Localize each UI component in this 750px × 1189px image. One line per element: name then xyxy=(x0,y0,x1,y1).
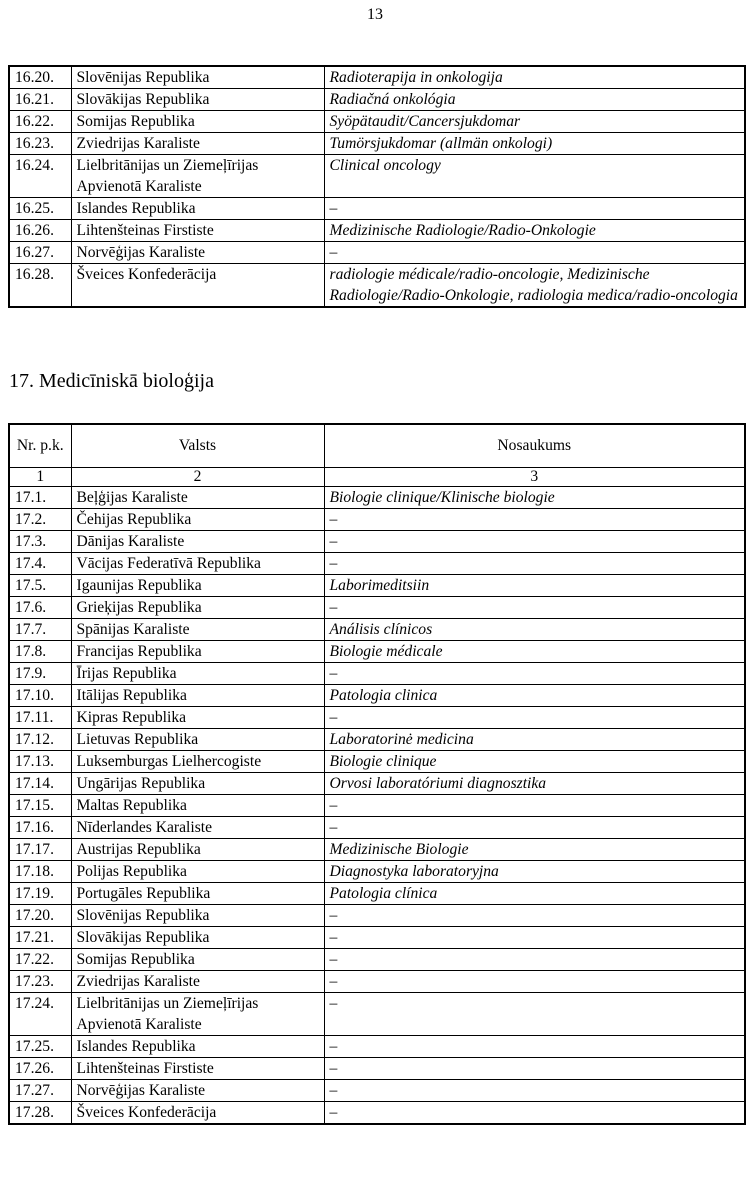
cell-number: 17.6. xyxy=(9,597,71,619)
header-name: Nosaukums xyxy=(324,424,745,468)
cell-country: Maltas Republika xyxy=(71,795,324,817)
cell-country: Slovēnijas Republika xyxy=(71,66,324,89)
cell-number: 17.23. xyxy=(9,971,71,993)
header-row xyxy=(9,424,745,468)
cell-name: Biologie clinique/Klinische biologie xyxy=(324,487,745,509)
cell-country: Slovākijas Republika xyxy=(71,927,324,949)
table-row xyxy=(9,839,745,861)
cell-name: Medizinische Radiologie/Radio-Onkologie xyxy=(324,220,745,242)
table-row xyxy=(9,993,745,1036)
cell-name: Tumörsjukdomar (allmän onkologi) xyxy=(324,133,745,155)
cell-name: – xyxy=(324,949,745,971)
cell-number: 17.2. xyxy=(9,509,71,531)
cell-number: 17.22. xyxy=(9,949,71,971)
cell-number: 17.9. xyxy=(9,663,71,685)
cell-country: Īrijas Republika xyxy=(71,663,324,685)
table-row xyxy=(9,575,745,597)
table-row xyxy=(9,619,745,641)
table-row xyxy=(9,155,745,198)
table-row xyxy=(9,66,745,89)
cell-name: Medizinische Biologie xyxy=(324,839,745,861)
cell-name: – xyxy=(324,242,745,264)
cell-country: Igaunijas Republika xyxy=(71,575,324,597)
cell-country: Luksemburgas Lielhercogiste xyxy=(71,751,324,773)
cell-number: 17.3. xyxy=(9,531,71,553)
cell-name: – xyxy=(324,971,745,993)
table-row xyxy=(9,89,745,111)
cell-name: radiologie médicale/radio-oncologie, Medizinische Radiologie/Radio-Onkologie, radiologia medica/radio-oncologia xyxy=(324,264,745,308)
cell-number: 16.21. xyxy=(9,89,71,111)
cell-name: Biologie médicale xyxy=(324,641,745,663)
cell-number: 17.13. xyxy=(9,751,71,773)
cell-number: 17.10. xyxy=(9,685,71,707)
table-row xyxy=(9,751,745,773)
cell-country: Beļģijas Karaliste xyxy=(71,487,324,509)
cell-number: 17.21. xyxy=(9,927,71,949)
header-nr: Nr. p.k. xyxy=(9,424,71,468)
section-heading: 17. Medicīniskā bioloģija xyxy=(9,370,214,392)
cell-country: Zviedrijas Karaliste xyxy=(71,133,324,155)
cell-country: Nīderlandes Karaliste xyxy=(71,817,324,839)
cell-name: – xyxy=(324,1080,745,1102)
cell-number: 17.12. xyxy=(9,729,71,751)
table-row xyxy=(9,1036,745,1058)
table-row xyxy=(9,663,745,685)
cell-country: Portugāles Republika xyxy=(71,883,324,905)
cell-number: 17.28. xyxy=(9,1102,71,1125)
cell-number: 17.18. xyxy=(9,861,71,883)
table-body xyxy=(9,487,745,1125)
table-row xyxy=(9,264,745,308)
cell-country: Norvēģijas Karaliste xyxy=(71,1080,324,1102)
cell-number: 17.20. xyxy=(9,905,71,927)
cell-number: 16.26. xyxy=(9,220,71,242)
cell-name: – xyxy=(324,1058,745,1080)
cell-country: Ungārijas Republika xyxy=(71,773,324,795)
cell-country: Vācijas Federatīvā Republika xyxy=(71,553,324,575)
table-row xyxy=(9,1102,745,1125)
cell-name: Diagnostyka laboratoryjna xyxy=(324,861,745,883)
header-country: Valsts xyxy=(71,424,324,468)
cell-name: – xyxy=(324,509,745,531)
cell-name: Radiačná onkológia xyxy=(324,89,745,111)
table-row xyxy=(9,509,745,531)
table-row xyxy=(9,242,745,264)
cell-number: 17.19. xyxy=(9,883,71,905)
cell-country: Lihtenšteinas Firstiste xyxy=(71,1058,324,1080)
cell-number: 17.7. xyxy=(9,619,71,641)
cell-number: 17.1. xyxy=(9,487,71,509)
cell-number: 17.16. xyxy=(9,817,71,839)
table-row xyxy=(9,487,745,509)
cell-country: Spānijas Karaliste xyxy=(71,619,324,641)
column-number: 1 xyxy=(9,468,71,487)
column-number: 3 xyxy=(324,468,745,487)
cell-number: 17.26. xyxy=(9,1058,71,1080)
table-row xyxy=(9,773,745,795)
cell-name: – xyxy=(324,597,745,619)
cell-name: – xyxy=(324,531,745,553)
cell-country: Lihtenšteinas Firstiste xyxy=(71,220,324,242)
cell-name: Análisis clínicos xyxy=(324,619,745,641)
cell-name: Patologia clinica xyxy=(324,685,745,707)
table-row xyxy=(9,927,745,949)
table-row xyxy=(9,1058,745,1080)
cell-number: 16.27. xyxy=(9,242,71,264)
table-row xyxy=(9,905,745,927)
cell-country: Slovākijas Republika xyxy=(71,89,324,111)
cell-name: – xyxy=(324,817,745,839)
table-row xyxy=(9,883,745,905)
cell-country: Šveices Konfederācija xyxy=(71,264,324,308)
page-number: 13 xyxy=(367,6,383,23)
cell-number: 17.11. xyxy=(9,707,71,729)
cell-name: – xyxy=(324,905,745,927)
cell-name: Laborimeditsiin xyxy=(324,575,745,597)
table-row xyxy=(9,707,745,729)
table-row xyxy=(9,553,745,575)
cell-country: Somijas Republika xyxy=(71,111,324,133)
cell-country: Dānijas Karaliste xyxy=(71,531,324,553)
cell-name: – xyxy=(324,663,745,685)
cell-name: – xyxy=(324,1036,745,1058)
cell-name: – xyxy=(324,1102,745,1125)
column-number-row xyxy=(9,468,745,487)
cell-name: Patologia clínica xyxy=(324,883,745,905)
cell-number: 16.20. xyxy=(9,66,71,89)
cell-name: – xyxy=(324,707,745,729)
table-row xyxy=(9,641,745,663)
cell-name: Clinical oncology xyxy=(324,155,745,198)
cell-number: 16.25. xyxy=(9,198,71,220)
cell-country: Islandes Republika xyxy=(71,198,324,220)
cell-number: 17.5. xyxy=(9,575,71,597)
cell-name: – xyxy=(324,927,745,949)
cell-number: 17.4. xyxy=(9,553,71,575)
table-row xyxy=(9,597,745,619)
cell-country: Francijas Republika xyxy=(71,641,324,663)
cell-name: Laboratorinė medicina xyxy=(324,729,745,751)
cell-number: 17.8. xyxy=(9,641,71,663)
cell-number: 16.23. xyxy=(9,133,71,155)
cell-country: Zviedrijas Karaliste xyxy=(71,971,324,993)
cell-name: – xyxy=(324,198,745,220)
cell-number: 17.27. xyxy=(9,1080,71,1102)
table-row xyxy=(9,795,745,817)
table-row xyxy=(9,133,745,155)
table-row xyxy=(9,531,745,553)
cell-country: Čehijas Republika xyxy=(71,509,324,531)
cell-number: 17.24. xyxy=(9,993,71,1036)
cell-number: 17.15. xyxy=(9,795,71,817)
cell-number: 17.25. xyxy=(9,1036,71,1058)
cell-name: Syöpätaudit/Cancersjukdomar xyxy=(324,111,745,133)
cell-name: Biologie clinique xyxy=(324,751,745,773)
cell-country: Austrijas Republika xyxy=(71,839,324,861)
table-row xyxy=(9,817,745,839)
table-row xyxy=(9,861,745,883)
cell-number: 16.24. xyxy=(9,155,71,198)
table-row xyxy=(9,971,745,993)
table-row xyxy=(9,949,745,971)
table-row xyxy=(9,111,745,133)
cell-country: Kipras Republika xyxy=(71,707,324,729)
cell-country: Islandes Republika xyxy=(71,1036,324,1058)
cell-country: Somijas Republika xyxy=(71,949,324,971)
cell-number: 17.17. xyxy=(9,839,71,861)
cell-country: Lielbritānijas un Ziemeļīrijas Apvienotā Karaliste xyxy=(71,155,324,198)
table-row xyxy=(9,685,745,707)
cell-name: – xyxy=(324,553,745,575)
cell-country: Itālijas Republika xyxy=(71,685,324,707)
cell-name: – xyxy=(324,993,745,1036)
cell-number: 16.28. xyxy=(9,264,71,308)
cell-name: Orvosi laboratóriumi diagnosztika xyxy=(324,773,745,795)
cell-number: 16.22. xyxy=(9,111,71,133)
table-radiation-oncology xyxy=(8,65,746,308)
table-medical-biology xyxy=(8,423,746,1125)
cell-country: Šveices Konfederācija xyxy=(71,1102,324,1125)
cell-country: Polijas Republika xyxy=(71,861,324,883)
cell-country: Grieķijas Republika xyxy=(71,597,324,619)
cell-name: Radioterapija in onkologija xyxy=(324,66,745,89)
table-row xyxy=(9,220,745,242)
table-row xyxy=(9,198,745,220)
column-number: 2 xyxy=(71,468,324,487)
cell-country: Slovēnijas Republika xyxy=(71,905,324,927)
table-body xyxy=(9,66,745,307)
table-row xyxy=(9,729,745,751)
cell-country: Lietuvas Republika xyxy=(71,729,324,751)
cell-country: Norvēģijas Karaliste xyxy=(71,242,324,264)
table-row xyxy=(9,1080,745,1102)
cell-name: – xyxy=(324,795,745,817)
cell-number: 17.14. xyxy=(9,773,71,795)
cell-country: Lielbritānijas un Ziemeļīrijas Apvienotā Karaliste xyxy=(71,993,324,1036)
